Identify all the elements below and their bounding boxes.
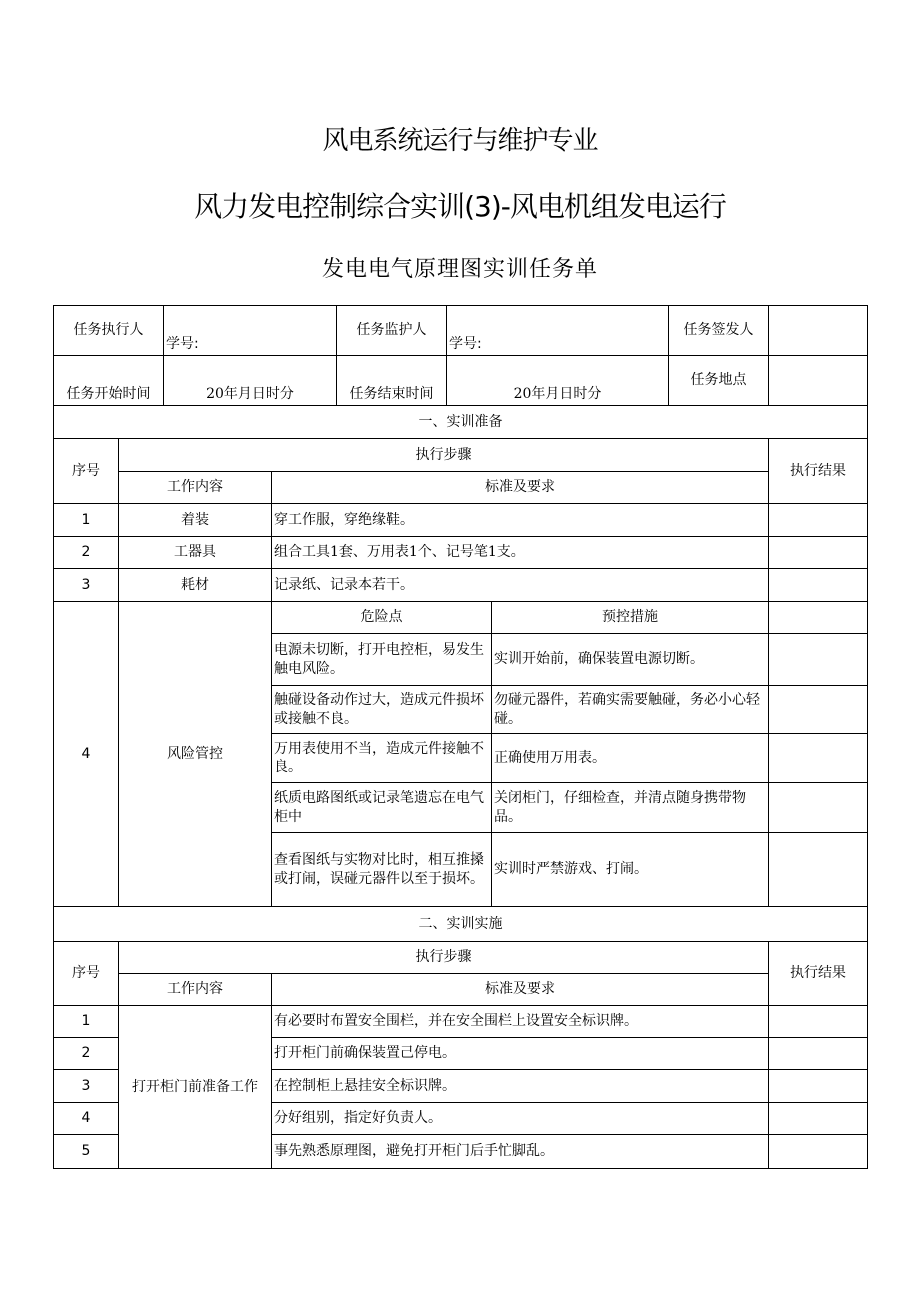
course-title: 风力发电控制综合实训(3)-风电机组发电运行 — [194, 190, 726, 223]
result-cell[interactable] — [769, 1006, 868, 1038]
end-time-field[interactable]: 20年月日时分 — [447, 356, 669, 406]
standard-cell: 事先熟悉原理图，避免打开柜门后手忙脚乱。 — [272, 1135, 769, 1169]
table-row — [54, 1006, 868, 1038]
result-cell[interactable] — [769, 734, 868, 783]
seq-cell: 3 — [54, 1070, 119, 1103]
executor-student-id-field[interactable]: 学号: — [164, 306, 337, 356]
standard-cell: 打开柜门前确保装置己停电。 — [272, 1038, 769, 1070]
measure-cell: 实训开始前，确保装置电源切断。 — [492, 634, 769, 686]
result-cell[interactable] — [769, 1070, 868, 1103]
result-cell[interactable] — [769, 1135, 868, 1169]
standard-cell: 在控制柜上悬挂安全标识牌。 — [272, 1070, 769, 1103]
seq-cell: 3 — [54, 569, 119, 602]
table-row — [54, 537, 868, 569]
seq-cell: 5 — [54, 1135, 119, 1169]
content-cell: 着装 — [119, 504, 272, 537]
result-cell[interactable] — [769, 602, 868, 634]
result-cell[interactable] — [769, 1103, 868, 1135]
standard-cell: 分好组别，指定好负责人。 — [272, 1103, 769, 1135]
standard-cell: 组合工具1套、万用表1个、记号笔1支。 — [272, 537, 769, 569]
result-cell[interactable] — [769, 783, 868, 833]
result-cell[interactable] — [769, 833, 868, 907]
s1-col-seq: 序号 — [54, 439, 119, 504]
result-cell[interactable] — [769, 569, 868, 602]
content-cell: 工器具 — [119, 537, 272, 569]
start-time-label: 任务开始时间 — [54, 356, 164, 406]
seq-cell: 1 — [54, 1006, 119, 1038]
hazard-cell: 纸质电路图纸或记录笔遗忘在电气柜中 — [272, 783, 492, 833]
content-cell: 耗材 — [119, 569, 272, 602]
table-row — [54, 569, 868, 602]
issuer-field[interactable] — [769, 306, 868, 356]
hazard-cell: 查看图纸与实物对比时，相互推搡或打闹，误碰元器件以至于损坏。 — [272, 833, 492, 907]
major-title: 风电系统运行与维护专业 — [322, 126, 598, 156]
seq-cell: 1 — [54, 504, 119, 537]
seq-cell: 4 — [54, 1103, 119, 1135]
s2-col-standard: 标准及要求 — [272, 974, 769, 1006]
standard-cell: 有必要时布置安全围栏，并在安全围栏上设置安全标识牌。 — [272, 1006, 769, 1038]
risk-header-row — [54, 602, 868, 634]
result-cell[interactable] — [769, 1038, 868, 1070]
hazard-cell: 电源未切断，打开电控柜，易发生触电风险。 — [272, 634, 492, 686]
task-sheet-title: 发电电气原理图实训任务单 — [321, 257, 598, 282]
measure-cell: 勿碰元器件，若确实需要触碰，务必小心轻碰。 — [492, 686, 769, 734]
hazard-cell: 触碰设备动作过大，造成元件损坏或接触不良。 — [272, 686, 492, 734]
measure-cell: 正确使用万用表。 — [492, 734, 769, 783]
result-cell[interactable] — [769, 634, 868, 686]
standard-cell: 穿工作服，穿绝缘鞋。 — [272, 504, 769, 537]
header-row-1 — [54, 306, 868, 356]
measure-cell: 关闭柜门，仔细检查，并清点随身携带物品。 — [492, 783, 769, 833]
seq-cell: 2 — [54, 537, 119, 569]
hazard-cell: 万用表使用不当，造成元件接触不良。 — [272, 734, 492, 783]
s2-col-result: 执行结果 — [769, 942, 868, 1006]
section-1-title: 一、实训准备 — [54, 406, 868, 439]
s2-col-content: 工作内容 — [119, 974, 272, 1006]
s1-col-standard: 标准及要求 — [272, 472, 769, 504]
location-field[interactable] — [769, 356, 868, 406]
executor-label: 任务执行人 — [54, 306, 164, 356]
end-time-label: 任务结束时间 — [337, 356, 447, 406]
section-2-title: 二、实训实施 — [54, 907, 868, 942]
header-row-2 — [54, 356, 868, 406]
risk-content-cell: 风险管控 — [119, 602, 272, 907]
seq-cell: 2 — [54, 1038, 119, 1070]
task-sheet-table — [53, 305, 868, 1169]
result-cell[interactable] — [769, 686, 868, 734]
seq-cell: 4 — [54, 602, 119, 907]
s2-content-cell: 打开柜门前准备工作 — [119, 1006, 272, 1169]
hazard-col-header: 危险点 — [272, 602, 492, 634]
start-time-field[interactable]: 20年月日时分 — [164, 356, 337, 406]
s1-col-content: 工作内容 — [119, 472, 272, 504]
s1-col-result: 执行结果 — [769, 439, 868, 504]
issuer-label: 任务签发人 — [669, 306, 769, 356]
supervisor-student-id-field[interactable]: 学号: — [447, 306, 669, 356]
standard-cell: 记录纸、记录本若干。 — [272, 569, 769, 602]
table-row — [54, 504, 868, 537]
measure-cell: 实训时严禁游戏、打闹。 — [492, 833, 769, 907]
supervisor-label: 任务监护人 — [337, 306, 447, 356]
result-cell[interactable] — [769, 537, 868, 569]
s2-col-seq: 序号 — [54, 942, 119, 1006]
s2-col-steps: 执行步骤 — [119, 942, 769, 974]
s1-col-steps: 执行步骤 — [119, 439, 769, 472]
measure-col-header: 预控措施 — [492, 602, 769, 634]
result-cell[interactable] — [769, 504, 868, 537]
location-label: 任务地点 — [669, 356, 769, 406]
